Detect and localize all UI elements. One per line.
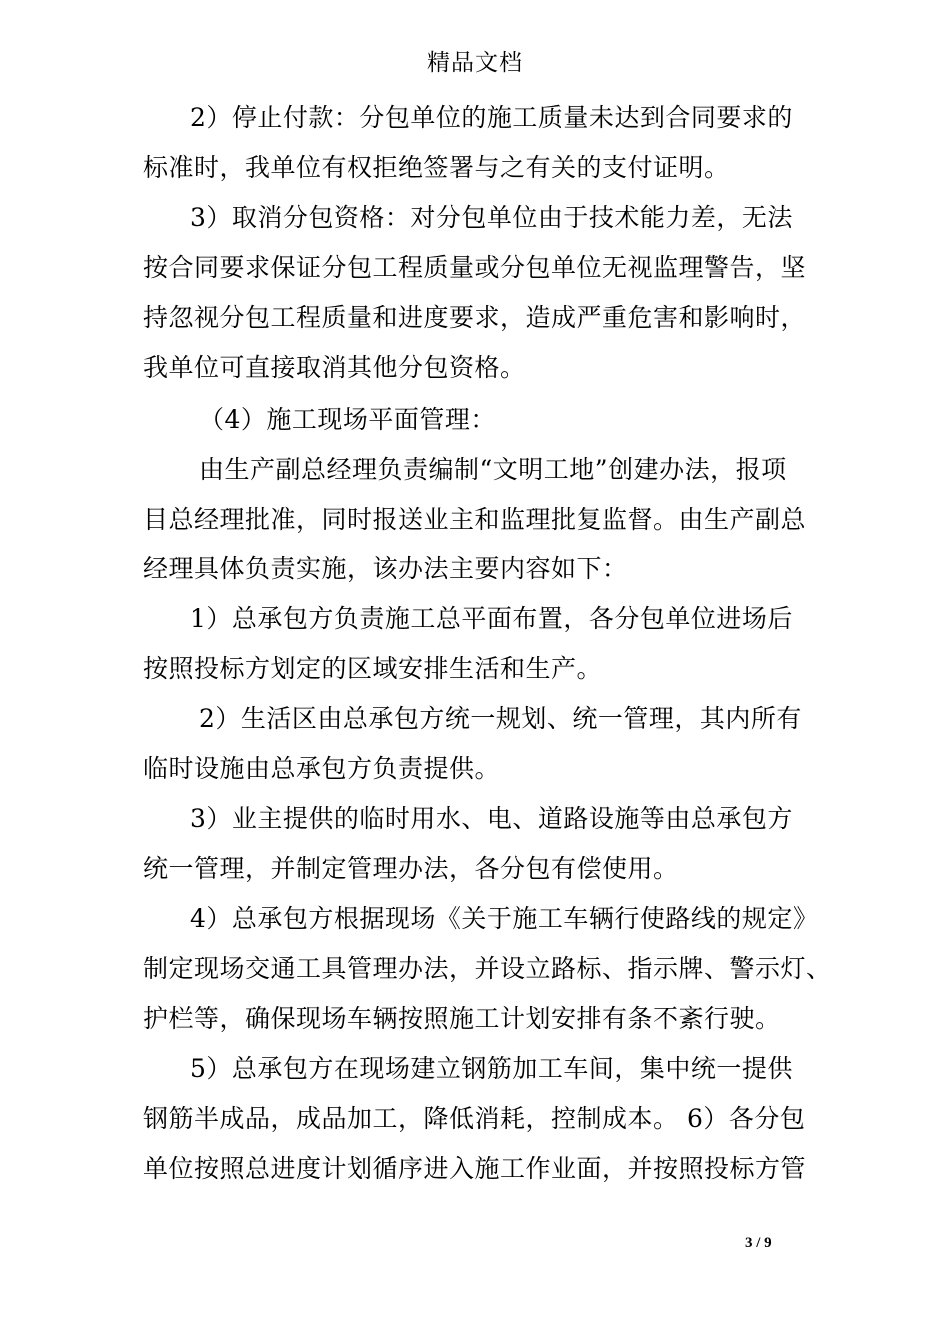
text-line: 1）总承包方负责施工总平面布置，各分包单位进场后 [190,604,793,633]
text-line: 3）业主提供的临时用水、电、道路设施等由总承包方 [190,804,793,833]
text-line: 标准时，我单位有权拒绝签署与之有关的支付证明。 [143,153,730,182]
text-line: 由生产副总经理负责编制“文明工地”创建办法，报项 [199,455,787,484]
text-line: 持忽视分包工程质量和进度要求，造成严重危害和影响时， [143,303,807,332]
text-line: 5）总承包方在现场建立钢筋加工车间，集中统一提供 [190,1054,793,1083]
text-line: 护栏等，确保现场车辆按照施工计划安排有条不紊行驶。 [143,1004,781,1033]
page-header: 精品文档 [427,50,523,76]
text-line: 统一管理，并制定管理办法，各分包有偿使用。 [143,854,679,883]
text-line: 3）取消分包资格：对分包单位由于技术能力差，无法 [190,203,793,232]
text-line: 钢筋半成品，成品加工，降低消耗，控制成本。 6）各分包 [143,1104,806,1133]
text-line: 按合同要求保证分包工程质量或分包单位无视监理警告，坚 [143,253,807,282]
text-line: 我单位可直接取消其他分包资格。 [143,353,526,382]
text-line: 制定现场交通工具管理办法，并设立路标、指示牌、警示灯、 [143,954,832,983]
text-line: 单位按照总进度计划循序进入施工作业面，并按照投标方管 [143,1154,807,1183]
text-line: 经理具体负责实施，该办法主要内容如下： [143,554,628,583]
text-line: 4）总承包方根据现场《关于施工车辆行使路线的规定》 [190,904,819,933]
text-line: 目总经理批准，同时报送业主和监理批复监督。由生产副总 [143,505,807,534]
page-number: 3 / 9 [745,1235,772,1251]
section-heading: （4）施工现场平面管理： [199,405,496,434]
text-line: 按照投标方划定的区域安排生活和生产。 [143,654,603,683]
text-line: 2）停止付款：分包单位的施工质量未达到合同要求的 [190,103,793,132]
text-line: 2）生活区由总承包方统一规划、统一管理，其内所有 [199,704,802,733]
text-line: 临时设施由总承包方负责提供。 [143,754,501,783]
